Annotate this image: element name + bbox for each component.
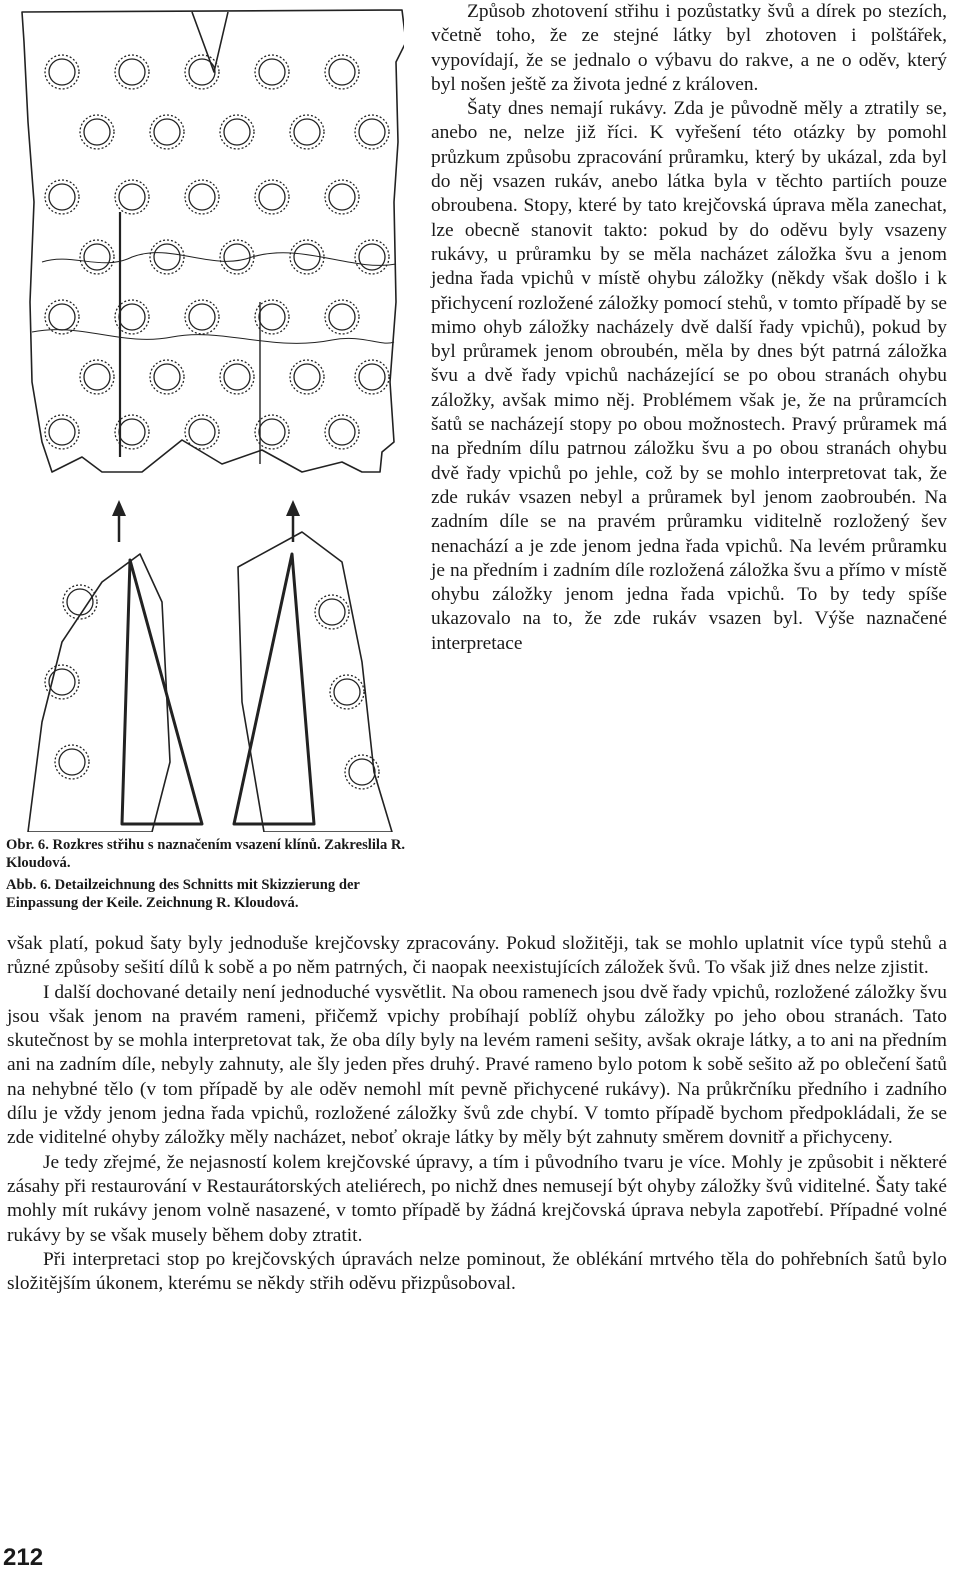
caption-german: Abb. 6. Detailzeichnung des Schnitts mit Skizzierung der Einpassung der Keile. Zeichnung R. Kloudová. (6, 877, 360, 911)
rosette-motif (154, 244, 180, 270)
rosette-motif (294, 244, 320, 270)
text-column (431, 0, 947, 656)
figure-caption (6, 837, 416, 912)
rosette-motif (189, 184, 215, 210)
rosette-motif-rim (355, 115, 389, 149)
rosette-motif-rim (255, 55, 289, 89)
torn-edge (42, 253, 396, 266)
rosette-motif-rim (355, 360, 389, 394)
rosette-motif-rim (185, 180, 219, 214)
rosette-motif (294, 364, 320, 390)
rosette-motif (154, 364, 180, 390)
rosette-motif-rim (255, 180, 289, 214)
rosette-motif-rim (290, 115, 324, 149)
rosette-motif-rim (45, 665, 79, 699)
rosette-motif-rim (355, 240, 389, 274)
rosette-motif (359, 119, 385, 145)
rosette-motif (224, 244, 250, 270)
rosette-motif (189, 419, 215, 445)
rosette-motif-rim (80, 115, 114, 149)
rosette-motif (59, 749, 85, 775)
rosette-motif (49, 419, 75, 445)
right-gore-panel (238, 532, 392, 832)
rosette-motif (329, 184, 355, 210)
rosette-motif-rim (45, 300, 79, 334)
rosette-motif (329, 304, 355, 330)
rosette-motif-rim (330, 675, 364, 709)
rosette-motif (224, 119, 250, 145)
rosette-motif (359, 244, 385, 270)
rosette-motif (224, 364, 250, 390)
rosette-motif (259, 419, 285, 445)
rosette-motif-rim (80, 240, 114, 274)
rosette-motif-rim (315, 595, 349, 629)
rosette-motif-rim (45, 180, 79, 214)
rosette-motif (259, 184, 285, 210)
rosette-motif-rim (325, 300, 359, 334)
rosette-motif (349, 759, 375, 785)
rosette-motif (294, 119, 320, 145)
torn-edge-2 (32, 330, 394, 344)
rosette-motif-rim (55, 745, 89, 779)
rosette-motif-rim (220, 240, 254, 274)
rosette-motif (84, 244, 110, 270)
rosette-motif (189, 304, 215, 330)
paragraph: však platí, pokud šaty byly jednoduše krejčovsky zpracovány. Pokud složitěji, tak se mohlo uplatnit více typů stehů a různé způsoby sešití dílů k sobě a po něm patrných, či naopak neexistujících záložek švů. To však již dnes nelze zjistit. (7, 933, 947, 979)
rosette-motif-rim (325, 415, 359, 449)
left-arrow-head (112, 500, 126, 516)
rosette-motif (154, 119, 180, 145)
caption-czech: Obr. 6. Rozkres střihu s naznačením vsazení klínů. Zakreslila R. Kloudová. (6, 837, 406, 871)
rosette-motif-rim (185, 300, 219, 334)
rosette-motif (259, 304, 285, 330)
page-number: 212 (3, 1544, 44, 1571)
rosette-motif (329, 419, 355, 445)
rosette-motif-rim (80, 360, 114, 394)
rosette-motif-rim (150, 240, 184, 274)
rosette-motif (119, 304, 145, 330)
rosette-motif-rim (220, 360, 254, 394)
neck-notch (192, 12, 228, 72)
rosette-motif-rim (325, 55, 359, 89)
paragraph: Způsob zhotovení střihu i pozůstatky švů a dírek po stezích, včetně toho, že ze stejné látky byl zhotoven i polštářek, vypovídají, že se jednalo o výbavu do rakve, a ne o oděv, který byl nošen ještě za života jedné z královen. (431, 1, 947, 95)
right-gore-triangle (234, 554, 314, 824)
left-gore-triangle (122, 560, 202, 824)
rosette-motif (49, 304, 75, 330)
rosette-motif-rim (290, 360, 324, 394)
rosette-motif-rim (185, 415, 219, 449)
rosette-motif-rim (220, 115, 254, 149)
rosette-motif-rim (150, 360, 184, 394)
rosette-motif (49, 184, 75, 210)
text-full-width (7, 932, 947, 1296)
rosette-motif-rim (115, 180, 149, 214)
rosette-motif (84, 364, 110, 390)
rosette-motif (359, 364, 385, 390)
rosette-motif (189, 59, 215, 85)
rosette-motif (49, 59, 75, 85)
paragraph: Je tedy zřejmé, že nejasností kolem krejčovské úpravy, a tím i původního tvaru je více. Mohly je způsobit i některé zásahy při restaurování v Restaurátorských ateliérech, po nichž dnes nemusejí být ohyby záložky švů viditelné. Šaty také mohly mít rukávy jenom volně nasazené, v tomto případě by žádná krejčovská úprava nebyla zapotřebí. Případné volné rukávy by se však musely během doby ztratit. (7, 1151, 947, 1246)
rosette-motif (84, 119, 110, 145)
pattern-drawing (2, 2, 404, 832)
rosette-motif (119, 184, 145, 210)
paragraph: I další dochované detaily není jednoduché vysvětlit. Na obou ramenech jsou dvě řady vpichů, rozložené záložky švu jsou však jenom na pravém rameni, přičemž vpichy probíhají poblíž ohybu záložky po jeho obou stranách. Tato skutečnost by se mohla interpretovat tak, že oba díly byly na levém rameni sešity, avšak okraje látky, a to ani na předním ani na zadním díle, nebyly zahnuty, ale šly jeden přes druhý. Pravé rameno bylo potom k sobě sešito až po oblečení šatů na nehybné tělo (v tom případě by ale oděv nemohl mít pevně přichycené rukávy). Na průkrčníku předního i zadního dílu je vždy jenom jedna řada vpichů, rozložené záložky švů zde chybí. V tomto případě bychom předpokládali, že se zde viditelné ohyby záložky měly nacházet, neboť okraje látky by měly být zahnuty směrem dovnitř a přichyceny. (7, 981, 947, 1149)
paragraph: Šaty dnes nemají rukávy. Zda je původně měly a ztratily se, anebo ne, nelze již říci. K vyřešení této otázky by pomohl průzkum způsobu zpracování průramku, který by ukázal, zda byl do něj vsazen rukáv, anebo látka byla v těchto partiích pouze obroubena. Stopy, které by tato krejčovská úprava měla zanechat, lze obecně stanovit takto: pokud by do oděvu byly vsazeny rukávy, u průramku by se měla nacházet záložka švu a jenom jedna řada vpichů v místě ohybu záložky (někdy však došlo i k přichycení rozložené záložky pomocí stehů, v tomto případě by se mimo ohyb záložky nacházely dvě další řady vpichů), pokud by byl průramek jenom obroubén, měla by dnes být patrná záložka švu a dvě řady vpichů nacházející se po obou stranách ohybu záložky, avšak mimo něj. Problémem však je, že na průramcích šatů se nacházejí stopy po obou možnostech. Pravý průramek má na předním dílu patrnou záložku švu a po obou stranách ohybu dvě řady vpichů po jehle, což by se mohlo interpretovat tak, že zde rukáv vsazen nebyl a průramek byl jenom zaobroubén. Na zadním díle se na pravém průramku viditelně rozložený šev nenachází a je zde jenom jedna řada vpichů. Na levém průramku je na předním i zadním díle rozložená záložka švu a přímo v místě ohybu záložky jenom jedna řada vpichů. To by tedy spíše ukazovalo na to, že zde rukáv vsazen byl. Výše naznačené interpretace (431, 98, 947, 654)
paragraph: Při interpretaci stop po krejčovských úpravách nelze pominout, že oblékání mrtvého těla do pohřebních šatů bylo složitějším úkonem, kterému se někdy střih oděvu přizpůsoboval. (7, 1248, 947, 1295)
rosette-motif-rim (45, 55, 79, 89)
right-arrow-head (286, 500, 300, 516)
rosette-motif (119, 419, 145, 445)
rosette-motif (334, 679, 360, 705)
rosette-motif-rim (115, 55, 149, 89)
rosette-motif (49, 669, 75, 695)
rosette-motif (259, 59, 285, 85)
rosette-motif (119, 59, 145, 85)
rosette-motif (319, 599, 345, 625)
rosette-motif (329, 59, 355, 85)
rosette-motif-rim (150, 115, 184, 149)
rosette-motif-rim (45, 415, 79, 449)
rosette-motif-rim (325, 180, 359, 214)
